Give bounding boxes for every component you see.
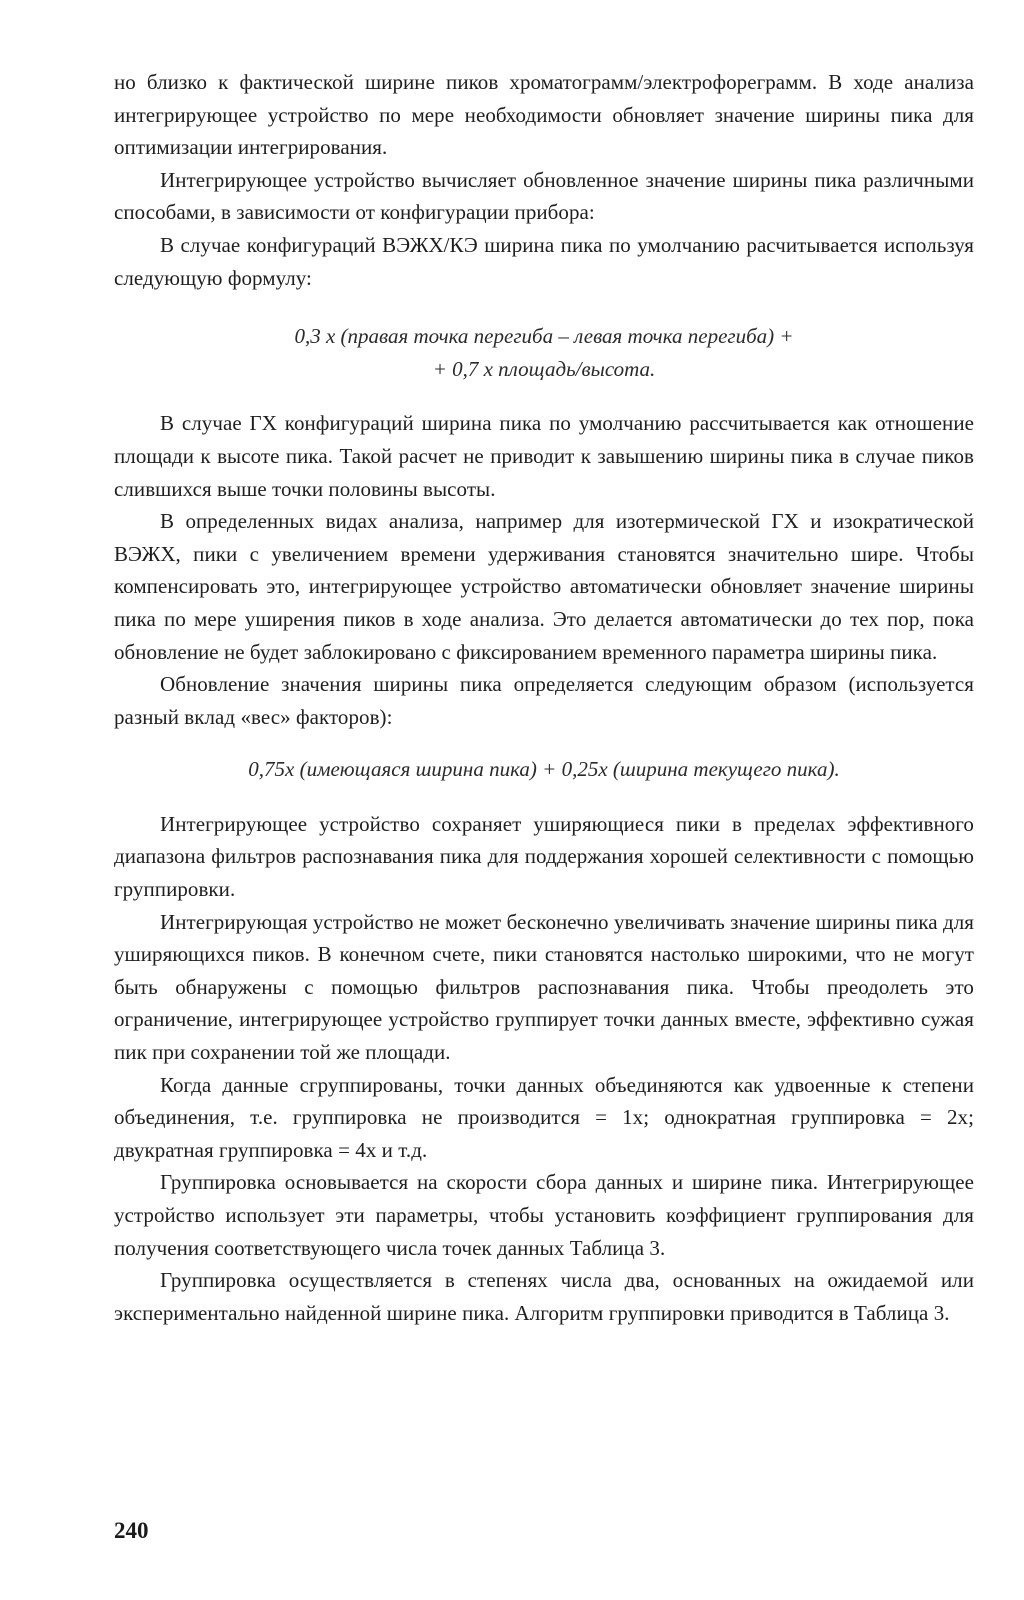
paragraph-update-weights: Обновление значения ширины пика определяется следующим образом (используется разный вклад «вес» факторов): <box>114 672 974 729</box>
formula-peak-width-default <box>114 320 974 385</box>
formula-weighted-line: 0,75х (имеющаяся ширина пика) + 0,25х (ширина текущего пика). <box>248 757 840 782</box>
formula-weighted-update <box>114 753 974 786</box>
paragraph-broadening-peaks: Интегрирующее устройство сохраняет уширяющиеся пики в пределах эффективного диапазона фильтров распознавания пика для поддержания хорошей селективности с помощью группировки. <box>114 811 974 902</box>
paragraph-width-methods: Интегрирующее устройство вычисляет обновленное значение ширины пика различными способами, в зависимости от конфигурации прибора: <box>114 167 974 225</box>
paragraph-gc-config: В случае ГХ конфигураций ширина пика по умолчанию рассчитывается как отношение площади к высоте пика. Такой расчет не приводит к завышению ширины пика в случае пиков слившихся выше точки половины высоты. <box>114 411 974 501</box>
formula-line-2: + 0,7 х площадь/высота. <box>432 356 656 381</box>
paragraph-isothermal-gc: В определенных видах анализа, например для изотермической ГХ и изократической ВЭЖХ, пики с увеличением времени удерживания становятся значительно шире. Чтобы компенсировать это, интегрирующее устройство автоматически обновляет значение ширины пика по мере уширения пиков в ходе анализа. Это делается автоматически до тех пор, пока обновление не будет заблокировано с фиксированием временного параметра ширины пика. <box>114 509 974 664</box>
paragraph-bunching-reason: Интегрирующая устройство не может бесконечно увеличивать значение ширины пика для уширяющихся пиков. В конечном счете, пики становятся настолько широкими, что не могут быть обнаружены с помощью фильтров распознавания пика. Чтобы преодолеть это ограничение, интегрирующее устройство группирует точки данных вместе, эффективно сужая пик при сохранении той же площади. <box>114 909 974 1065</box>
page-number: 240 <box>114 1518 149 1543</box>
formula-line-1: 0,3 х (правая точка перегиба – левая точка перегиба) + <box>294 324 794 349</box>
paragraph-hplc-formula-intro: В случае конфигураций ВЭЖХ/КЭ ширина пика по умолчанию расчитывается используя следующую формулу: <box>114 232 974 290</box>
paragraph-bunching-algorithm: Группировка осуществляется в степенях числа два, основанных на ожидаемой или экспериментально найденной ширине пика. Алгоритм группировки приводится в Таблица 3. <box>114 1268 974 1325</box>
paragraph-bunching-powers: Когда данные сгруппированы, точки данных объединяются как удвоенные к степени объединения, т.е. группировка не производится = 1х; однократная группировка = 2х; двукратная группировка = 4х и т.д. <box>114 1072 974 1162</box>
paragraph-continuation: но близко к фактической ширине пиков хроматограмм/электрофореграмм. В ходе анализа интегрирующее устройство по мере необходимости обновляет значение ширины пика для оптимизации интегрирования. <box>114 70 974 160</box>
paragraph-bunching-factor: Группировка основывается на скорости сбора данных и ширине пика. Интегрирующее устройство использует эти параметры, чтобы установить коэффициент группирования для получения соответствующего числа точек данных Таблица 3. <box>114 1170 974 1260</box>
page-body <box>114 66 974 1329</box>
